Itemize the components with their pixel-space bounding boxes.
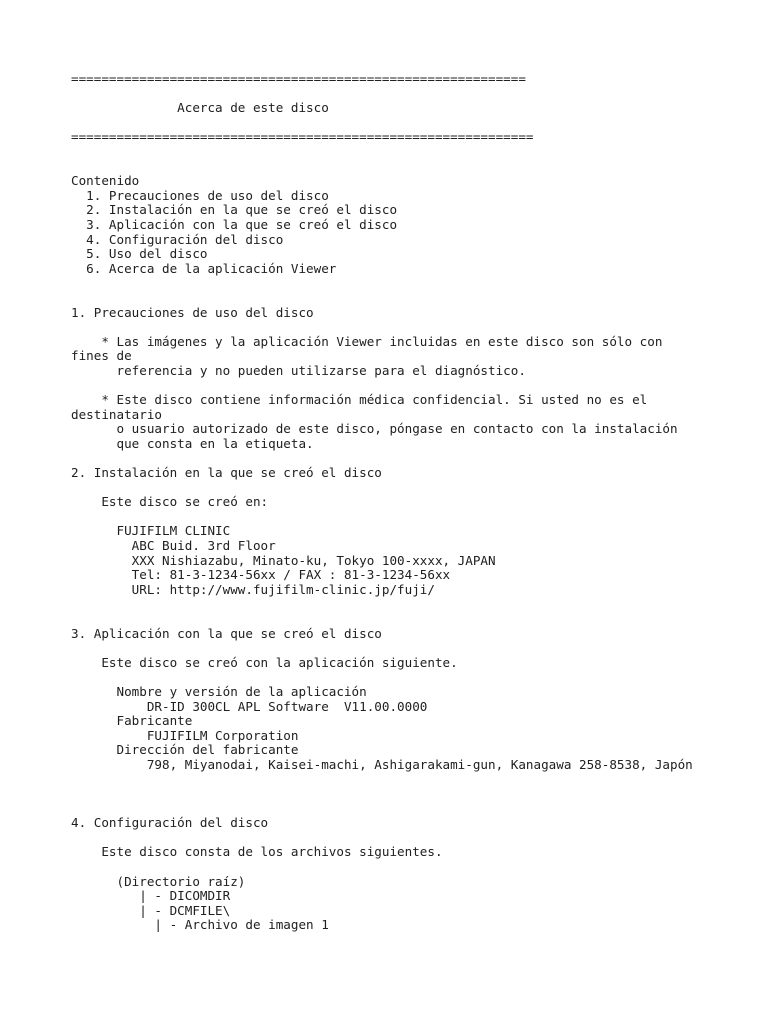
text-line xyxy=(71,802,758,817)
text-line: | - DICOMDIR xyxy=(71,888,231,904)
text-line: Este disco consta de los archivos siguientes. xyxy=(71,844,443,860)
text-line: Acerca de este disco xyxy=(71,100,329,116)
text-line: (Directorio raíz) xyxy=(71,873,246,889)
text-line: referencia y no pueden utilizarse para el diagnóstico. xyxy=(71,362,526,378)
document-text xyxy=(71,72,758,933)
text-line xyxy=(71,831,758,846)
text-line: Este disco se creó con la aplicación siguiente. xyxy=(71,654,458,670)
text-line xyxy=(71,160,758,175)
text-line xyxy=(71,510,758,525)
text-line: 2. Instalación en la que se creó el disco xyxy=(71,202,398,218)
text-line: ============================================================= xyxy=(71,129,534,145)
text-line: 5. Uso del disco xyxy=(71,246,208,262)
text-line: 2. Instalación en la que se creó el disco xyxy=(71,465,382,481)
text-line: FUJIFILM CLINIC xyxy=(71,523,231,539)
text-line: destinatario xyxy=(71,406,162,422)
text-line: o usuario autorizado de este disco, póngase en contacto con la instalación xyxy=(71,421,678,437)
text-line xyxy=(71,597,758,612)
text-line: ABC Buid. 3rd Floor xyxy=(71,538,276,553)
text-line: FUJIFILM Corporation xyxy=(71,727,299,743)
text-line: 3. Aplicación con la que se creó el disco xyxy=(71,625,382,641)
text-line xyxy=(71,612,758,627)
text-line: 3. Aplicación con la que se creó el disco xyxy=(71,216,398,232)
text-line: | - Archivo de imagen 1 xyxy=(71,917,329,933)
text-line: | - DCMFILE\ xyxy=(71,902,231,918)
text-line: fines de xyxy=(71,348,132,364)
text-line: 4. Configuración del disco xyxy=(71,231,284,247)
text-line xyxy=(71,276,758,291)
text-line: 6. Acerca de la aplicación Viewer xyxy=(71,260,337,276)
text-line: 4. Configuración del disco xyxy=(71,815,269,831)
text-line: ============================================================ xyxy=(71,71,526,86)
text-line: Nombre y versión de la aplicación xyxy=(71,683,367,699)
text-line: URL: http://www.fujifilm-clinic.jp/fuji/ xyxy=(71,581,435,597)
text-line: XXX Nishiazabu, Minato-ku, Tokyo 100-xxxx, JAPAN xyxy=(71,552,496,568)
text-line xyxy=(71,773,758,788)
text-line: Fabricante xyxy=(71,713,193,729)
text-line xyxy=(71,145,758,160)
text-line xyxy=(71,481,758,496)
text-line: Este disco se creó en: xyxy=(71,494,269,510)
text-line: 1. Precauciones de uso del disco xyxy=(71,304,314,320)
text-line: 1. Precauciones de uso del disco xyxy=(71,187,329,203)
text-line: Contenido xyxy=(71,173,140,189)
text-line: * Las imágenes y la aplicación Viewer incluidas en este disco son sólo con xyxy=(71,333,663,349)
text-line: Tel: 81-3-1234-56xx / FAX : 81-3-1234-56xx xyxy=(71,567,451,583)
text-line xyxy=(71,451,758,466)
text-line xyxy=(71,860,758,875)
text-line: que consta en la etiqueta. xyxy=(71,435,314,451)
text-line xyxy=(71,291,758,306)
text-line xyxy=(71,116,758,131)
text-line: DR-ID 300CL APL Software V11.00.0000 xyxy=(71,698,428,714)
text-line: * Este disco contiene información médica confidencial. Si usted no es el xyxy=(71,392,648,408)
text-line: Dirección del fabricante xyxy=(71,742,299,758)
text-line: 798, Miyanodai, Kaisei-machi, Ashigarakami-gun, Kanagawa 258-8538, Japón xyxy=(71,756,693,772)
text-line xyxy=(71,641,758,656)
text-line xyxy=(71,87,758,102)
text-line xyxy=(71,670,758,685)
text-line xyxy=(71,320,758,335)
text-line xyxy=(71,378,758,393)
text-line xyxy=(71,787,758,802)
